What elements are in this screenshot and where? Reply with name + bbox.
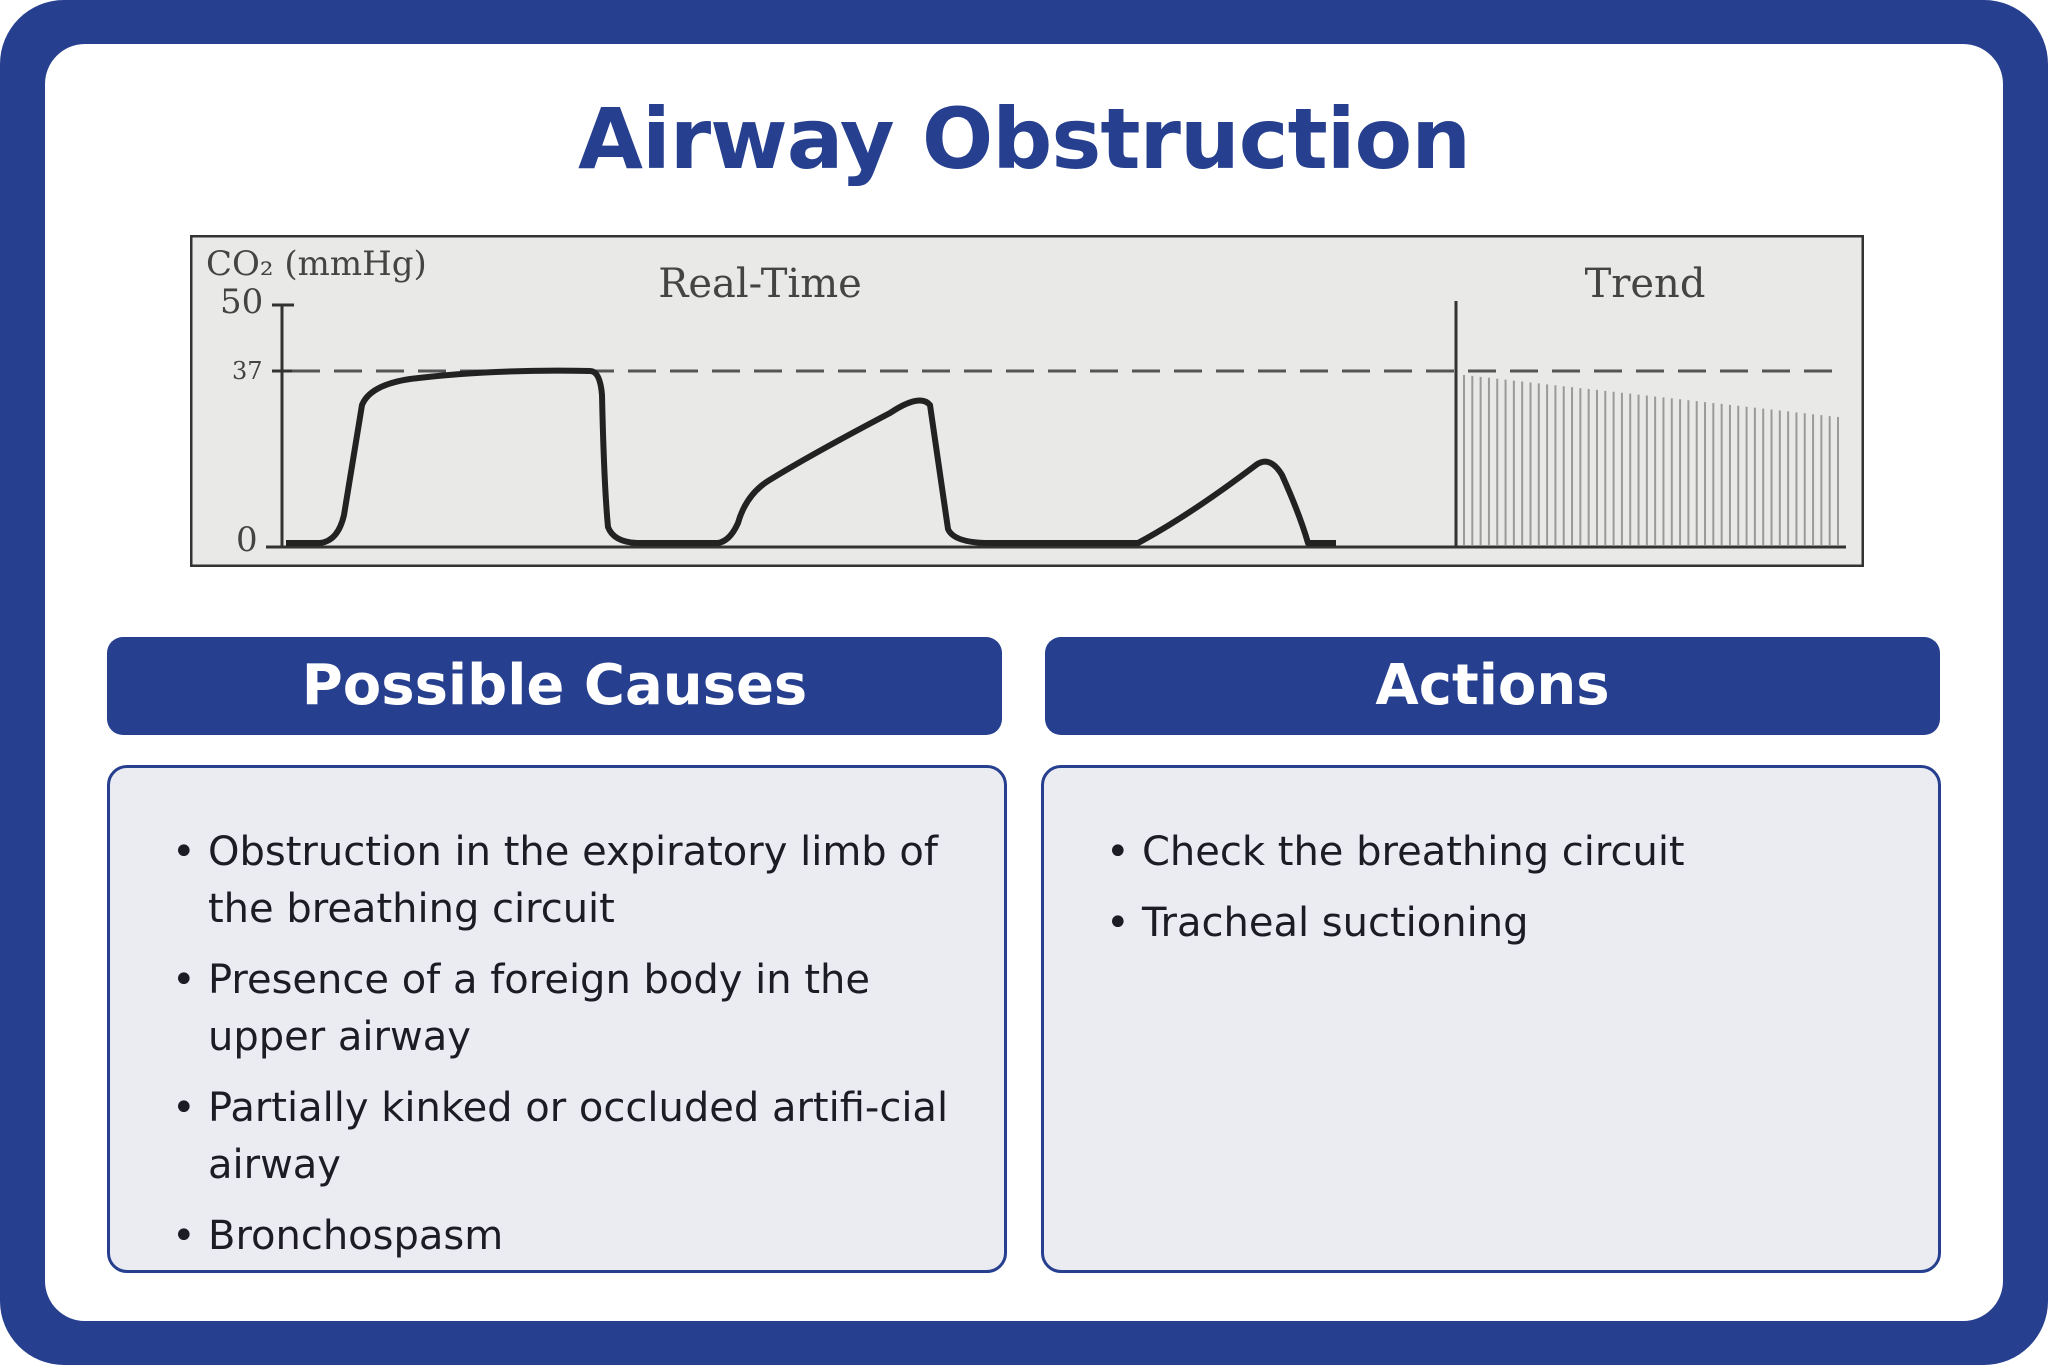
cause-item: • Bronchospasm (208, 1208, 964, 1265)
causes-list (110, 768, 1004, 1265)
capnogram-figure (190, 235, 1864, 567)
ytick-50-label: 50 (220, 282, 264, 322)
actions-header: Actions (1045, 637, 1940, 735)
page-title: Airway Obstruction (577, 90, 1471, 188)
actions-list (1044, 768, 1938, 952)
possible-causes-panel (107, 765, 1007, 1273)
possible-causes-header: Possible Causes (107, 637, 1002, 735)
actions-panel (1041, 765, 1941, 1273)
realtime-label: Real-Time (658, 261, 862, 307)
capnogram-svg (190, 235, 1864, 567)
ytick-37-label: 37 (232, 357, 263, 385)
cause-item: • Obstruction in the expiratory limb of the breathing circuit (208, 824, 964, 938)
cause-item: • Partially kinked or occluded artifi-cial airway (208, 1080, 964, 1194)
action-item: • Tracheal suctioning (1142, 895, 1898, 952)
cause-item: • Presence of a foreign body in the upper airway (208, 952, 964, 1066)
trend-label: Trend (1584, 261, 1706, 307)
ytick-0-label: 0 (236, 520, 258, 560)
capnogram-ylabel: CO₂ (mmHg) (206, 244, 427, 284)
action-item: • Check the breathing circuit (1142, 824, 1898, 881)
